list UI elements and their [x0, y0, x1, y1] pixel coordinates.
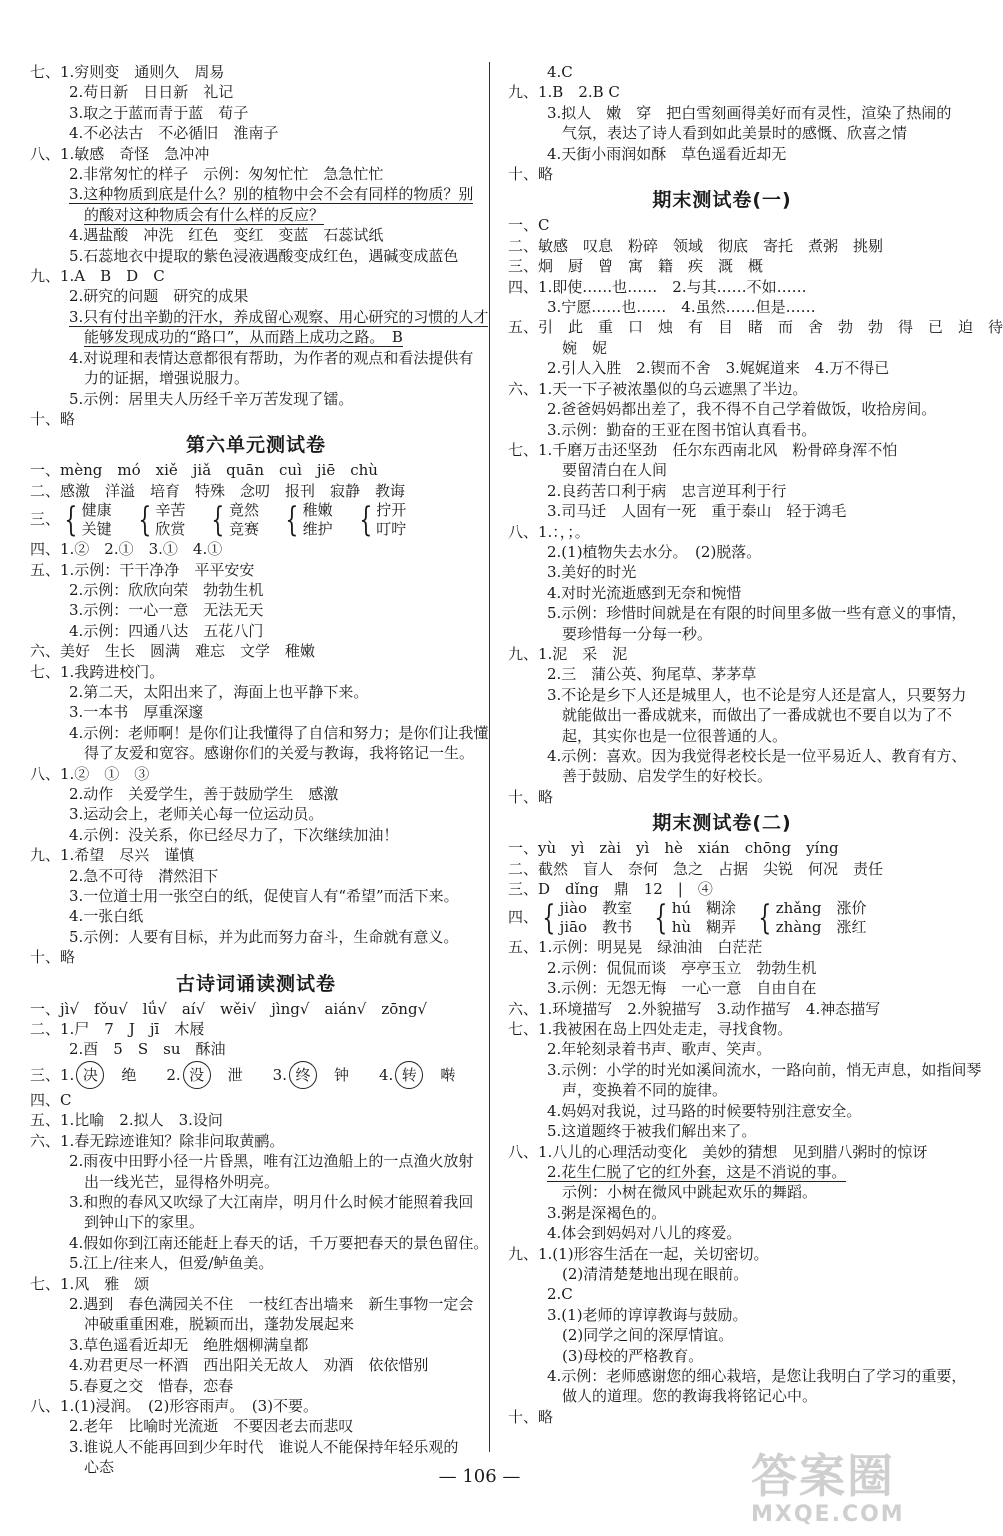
answer-line: 2.动作 关爱学生，善于鼓励学生 感激: [69, 785, 339, 803]
answer-line: 3.草色遥看近却无 绝胜烟柳满皇都: [69, 1335, 309, 1354]
watermark-logo: [751, 1440, 941, 1530]
answer-line: 十、略: [508, 787, 554, 806]
answer-line: (3)母校的严格教育。: [562, 1346, 704, 1365]
answer-line: 2.(1)植物失去水分。 (2)脱落。: [547, 542, 762, 561]
answer-line: 十、略: [30, 948, 76, 967]
section-title-ancient-poetry-test: 古诗词诵读测试卷: [175, 972, 336, 995]
answer-line: 3.示例：无怨无悔 一心一意 自由自在: [547, 979, 817, 998]
section-title-unit6-test: 第六单元测试卷: [185, 434, 326, 457]
answer-line: 八、1.② ① ③: [30, 764, 150, 783]
answer-line: 一、C: [508, 216, 550, 235]
answer-line: 的酸对这种物质会有什么样的反应？: [84, 205, 325, 224]
answer-line: 2.非常匆忙的样子 示例：匆匆忙忙 急急忙忙: [69, 165, 384, 184]
answer-line: 到钟山下的家里。: [84, 1213, 205, 1232]
answer-line: 4.一张白纸: [69, 907, 144, 926]
brace-glyph: {: [138, 500, 151, 541]
pinyin-word: zhàng 涨红: [775, 918, 867, 937]
answers-unit6-part1: [30, 460, 482, 501]
pinyin-word: hù 糊弄: [671, 918, 737, 937]
answer-line: 2.酉 5 S su 酥油: [69, 1040, 226, 1059]
answer-line: 2.苟日新 日日新 礼记: [69, 83, 234, 102]
answer-line: 要珍惜每一分每一秒。: [562, 624, 713, 643]
answer-line: 4.对时光流逝感到无奈和惋惜: [547, 583, 742, 602]
column-divider: [489, 62, 490, 1452]
pinyin-group: [560, 899, 632, 937]
answer-line: 2.示例：侃侃而谈 亭亭玉立 勃勃生机: [547, 958, 817, 977]
answers-poetry-end: [508, 62, 952, 184]
answer-line: 2.急不可待 潸然泪下: [69, 866, 219, 885]
question-label: 三、: [30, 510, 61, 529]
answer-line: 3.取之于蓝而青于蓝 荀子: [69, 103, 249, 122]
answer-line: 六、1.天一下子被浓墨似的乌云遮黑了半边。: [508, 379, 808, 398]
answer-line: (2)清清楚楚地出现在眼前。: [562, 1264, 749, 1283]
answer-line: 五、1.比喻 2.拟人 3.设问: [30, 1111, 223, 1130]
answer-line: 2.花生仁脱了它的红外套，这是不消说的事。: [547, 1162, 847, 1181]
answer-line: 2.三 蒲公英、狗尾草、茅茅草: [547, 665, 757, 684]
answer-line: 九、1.(1)形容生活在一起，关切密切。: [508, 1244, 769, 1263]
pinyin-word: jiào 教室: [559, 899, 633, 918]
answer-line: 4.天街小雨润如酥 草色遥看近却无: [547, 144, 787, 163]
answer-line: 五、1.示例：明晃晃 绿油油 白茫茫: [508, 938, 763, 957]
answer-line: (2)同学之间的深厚情谊。: [562, 1326, 734, 1345]
answer-line: 3.示例：勤奋的王亚在图书馆认真看书。: [547, 420, 817, 439]
answer-line: 5.这道题终于被我们解出来了。: [547, 1122, 757, 1141]
circled-character: 转: [395, 1061, 423, 1089]
answer-line: 十、略: [508, 1407, 554, 1426]
brace-glyph: {: [358, 500, 372, 541]
answer-line: 3.美好的时光: [547, 563, 637, 582]
answers-final-test-2-part1: [508, 838, 936, 899]
answer-line: 2.遇到 春色满园关不住 一枝红杏出墙来 新生事物一定会: [69, 1294, 474, 1313]
answer-line: 5.江上/往来人，但爱/鲈鱼美。: [69, 1254, 274, 1273]
answer-line: 4.示例：四通八达 五花八门: [69, 621, 264, 640]
answer-line: 3.粥是深褐色的。: [547, 1203, 667, 1222]
item-number: 3.: [272, 1065, 287, 1084]
answer-line: 5.示例：人要有目标，并为此而努力奋斗，生命就有意义。: [69, 927, 459, 946]
answer-line: 示例：小树在微风中跳起欢乐的舞蹈。: [562, 1183, 818, 1202]
pair-word: 关键: [81, 520, 112, 539]
pair-word: 拧开: [376, 501, 407, 520]
answers-unit5-end: [30, 62, 489, 429]
pinyin-word: hú 糊涂: [671, 899, 737, 918]
answer-line: 2.良药苦口利于病 忠言逆耳利于行: [547, 481, 787, 500]
pair-word: 竞赛: [228, 520, 259, 539]
answer-line: 2.第二天，太阳出来了，海面上也平静下来。: [69, 682, 369, 701]
answer-line: 就能做出一番成就来，而做出了一番成就也不要自以为了不: [562, 706, 953, 725]
answer-line: 做人的道理。您的教诲我将铭记心中。: [562, 1387, 818, 1406]
watermark-url: MXQE.COM: [751, 1502, 905, 1527]
answer-line: 二、截然 盲人 奈何 急之 占据 尖锐 何况 责任: [508, 859, 884, 878]
answer-line: 3.不论是乡下人还是城里人，也不论是穷人还是富人，只要努力: [547, 685, 967, 704]
watermark-text: 答案圈: [751, 1449, 895, 1503]
brace-glyph: {: [211, 500, 225, 541]
brace-glyph: {: [758, 898, 772, 939]
answer-line: 3.示例：一心一意 无法无天: [69, 601, 264, 620]
pair-word: 欣赏: [155, 520, 186, 539]
circled-character: 没: [183, 1061, 211, 1089]
answer-line: 五、1.示例：干干净净 平平安安: [30, 560, 255, 579]
answer-line: 气氛，表达了诗人看到如此美景时的感慨、欣喜之情: [562, 124, 908, 143]
question-label: 三、: [30, 1065, 61, 1084]
answer-line: 4.示例：老师感谢您的细心栽培，是您让我明白了学习的重要，: [547, 1366, 967, 1385]
answer-line: 四、1.② 2.① 3.① 4.①: [30, 540, 223, 559]
answer-line: 六、1.春无踪迹谁知？除非问取黄鹂。: [30, 1131, 285, 1150]
item-number: 2.: [166, 1065, 181, 1084]
answer-line: 七、1.我被困在岛上四处走走，寻找食物。: [508, 1020, 793, 1039]
answer-line: 冲破重重困难，脱颖而出，蓬勃发展起来: [84, 1315, 355, 1334]
plain-character: 绝: [106, 1065, 167, 1084]
answer-line: 声，变换着不同的旋律。: [562, 1081, 728, 1100]
answer-line: 一、mèng mó xiě jiǎ quān cuì jiē chù: [30, 461, 378, 480]
brace-glyph: {: [64, 500, 78, 541]
question-label: 四、: [508, 908, 539, 927]
answer-line: 二、敏感 叹息 粉碎 领域 彻底 寄托 煮粥 挑剔: [508, 236, 884, 255]
answer-line: 八、1.敏感 奇怪 急冲冲: [30, 144, 210, 163]
circled-character: 终: [289, 1061, 317, 1089]
answer-line: 3.一本书 厚重深邃: [69, 703, 204, 722]
answer-line: 九、1.泥 采 泥: [508, 644, 628, 663]
answer-line: 善于鼓励、启发学生的好校长。: [562, 767, 773, 786]
answers-final-test-2-part2: [508, 937, 982, 1427]
answer-line: 5.石蕊地衣中提取的紫色浸液遇酸变成红色，遇碱变成蓝色: [69, 246, 459, 265]
answer-line: 七、1.穷则变 通则久 周易: [30, 63, 225, 81]
answer-line: 4.妈妈对我说，过马路的时候要特别注意安全。: [547, 1101, 862, 1120]
answer-line: 七、1.我跨进校门。: [30, 662, 165, 681]
answer-line: 4.示例：喜欢。因为我觉得老校长是一位平易近人、教育有方、: [547, 747, 967, 765]
answer-line: 4.对说理和表情达意都很有帮助，为作者的观点和看法提供有: [69, 348, 474, 367]
answer-line: 八、1.：，；。: [508, 522, 590, 541]
pair-word: 维护: [302, 520, 333, 539]
answer-line: 5.春夏之交 惜春，恋春: [69, 1376, 234, 1395]
page-number: — 106 —: [438, 1466, 521, 1487]
answer-line: 2.年轮刻录着书声、歌声、笑声。: [547, 1040, 772, 1059]
item-number: 1.: [60, 1065, 75, 1084]
answer-line: 六、1.环境描写 2.外貌描写 3.动作描写 4.神态描写: [508, 999, 881, 1018]
answer-line: 七、1.千磨万击还坚劲 任尔东西南北风 粉骨碎身浑不怕: [508, 440, 898, 459]
plain-character: 钟: [318, 1065, 379, 1084]
answer-line: 得了友爱和宽容。感谢你们的关爱与教诲，我将铭记一生。: [84, 744, 475, 763]
answer-line: 3.只有付出辛勤的汗水，养成留心观察、用心研究的习惯的人才: [69, 307, 489, 326]
pair-word: 辛苦: [155, 501, 186, 520]
answer-line: 六、美好 生长 圆满 难忘 文学 稚嫩: [30, 642, 316, 661]
answer-line: 4.示例：没关系，你已经尽力了，下次继续加油！: [69, 825, 399, 844]
answer-line: 三、D dǐng 鼎 12 | ④: [508, 880, 713, 899]
answer-line: 十、略: [508, 165, 554, 184]
circled-character-row: [30, 1060, 486, 1090]
pair-word: 健康: [81, 501, 112, 520]
answer-line: 2.研究的问题 研究的成果: [69, 287, 249, 306]
answer-line: 力的证据，增强说服力。: [84, 369, 250, 388]
plain-character: 啭: [425, 1065, 486, 1084]
answer-line: 四、1.即使……也…… 2.与其……不如……: [508, 277, 807, 296]
brace-glyph: {: [654, 898, 668, 939]
answer-line: 3.宁愿……也…… 4.虽然……但是……: [547, 298, 816, 317]
item-number: 4.: [379, 1065, 394, 1084]
answer-line: 3.这种物质到底是什么？别的植物中会不会有同样的物质？别: [69, 185, 474, 204]
answer-line: 要留清白在人间: [562, 461, 668, 480]
answer-line: 能够发现成功的“路口”，从而踏上成功之路。 B: [84, 328, 403, 347]
pinyin-word: zhǎng 涨价: [775, 899, 867, 918]
answers-poetry-part1: [30, 999, 482, 1060]
answer-line: 2.引人入胜 2.锲而不舍 3.娓娓道来 4.万不得已: [547, 359, 890, 378]
answer-line: 二、1.尸 7 J jī 木屐: [30, 1020, 205, 1039]
answer-line: 3.谁说人不能再回到少年时代 谁说人不能保持年轻乐观的: [69, 1437, 459, 1456]
answer-line: 2.示例：欣欣向荣 勃勃生机: [69, 580, 264, 599]
answer-line: 5.示例：居里夫人历经千辛万苦发现了镭。: [69, 389, 354, 408]
bracket-pinyin-groups: [508, 899, 936, 937]
answer-line: 2.老年 比喻时光流逝 不要因老去而悲叹: [69, 1417, 354, 1436]
answers-final-test-1: [508, 215, 1003, 807]
answer-line: 婉 妮: [562, 338, 608, 357]
answer-line: 3.运动会上，老师关心每一位运动员。: [69, 805, 324, 824]
answer-line: 2.雨夜中田野小径一片昏黑，唯有江边渔船上的一点渔火放射: [69, 1152, 474, 1171]
answer-line: 4.示例：老师啊！是你们让我懂得了自信和努力；是你们让我懂: [69, 723, 489, 742]
answer-line: 一、yù yì zài yì hè xián chōng yíng: [508, 839, 839, 858]
answer-line: 4.遇盐酸 冲洗 红色 变红 变蓝 石蕊试纸: [69, 226, 384, 245]
answer-line: 4.劝君更尽一杯酒 西出阳关无故人 劝酒 依依惜别: [69, 1356, 429, 1375]
answer-line: 十、略: [30, 409, 76, 428]
plain-character: 泄: [212, 1065, 273, 1084]
answer-line: 二、感激 洋溢 培育 特殊 念叨 报刊 寂静 教诲: [30, 481, 406, 500]
answer-line: 4.假如你到江南还能赶上春天的话，千万要把春天的景色留住。: [69, 1233, 489, 1252]
circled-character: 决: [76, 1061, 104, 1089]
word-pair: [376, 501, 406, 539]
answer-line: 5.示例：珍惜时间就是在有限的时间里多做一些有意义的事情，: [547, 604, 967, 623]
answer-line: 起，其实你也是一位很普通的人。: [562, 726, 788, 745]
pinyin-group: [776, 899, 867, 937]
left-column: [30, 62, 489, 1478]
right-column: [508, 62, 1003, 1427]
answer-line: 3.和煦的春风又吹绿了大江南岸，明月什么时候才能照着我回: [69, 1192, 474, 1211]
brace-glyph: {: [285, 500, 299, 541]
answer-line: 八、1.(1)浸润。 (2)形容雨声。 (3)不要。: [30, 1396, 319, 1415]
answer-line: 4.不必法古 不必循旧 淮南子: [69, 124, 279, 143]
brace-glyph: {: [542, 898, 556, 939]
section-title-final-test-2: 期末测试卷(二): [652, 812, 792, 835]
answer-line: 一、jì√ fǒu√ lǘ√ aí√ wěi√ jìng√ aián√ zōng√: [30, 999, 428, 1018]
answer-line: 4.C: [547, 63, 573, 81]
pinyin-word: jiāo 教书: [559, 918, 633, 937]
answer-line: 3.示例：小学的时光如溪间流水，一路向前，悄无声息，如指间琴: [547, 1060, 982, 1079]
answer-line: 3.一位道士用一张空白的纸，促使盲人有“希望”而活下来。: [69, 887, 459, 906]
answer-line: 三、炯 厨 曾 寓 籍 疾 溉 概: [508, 257, 764, 276]
pair-word: 稚嫩: [302, 501, 333, 520]
answer-line: 九、1.B 2.B C: [508, 83, 620, 102]
word-pair: [155, 501, 185, 539]
answer-line: 五、引 此 重 口 烛 有 目 睹 而 舍 勃 勃 得 已 迫 待: [508, 318, 1003, 337]
answer-line: 3.(1)老师的谆谆教诲与鼓励。: [547, 1305, 748, 1324]
answer-line: 七、1.风 雅 颂: [30, 1274, 150, 1293]
answer-line: 九、1.希望 尽兴 谨慎: [30, 846, 195, 865]
answer-line: 心态: [84, 1458, 115, 1477]
word-pair: [82, 501, 112, 539]
answer-line: 2.爸爸妈妈都出差了，我不得不自己学着做饭，收拾房间。: [547, 400, 937, 419]
answer-line: 四、C: [30, 1090, 72, 1109]
word-pair: [229, 501, 259, 539]
answers-poetry-part2: [30, 1090, 489, 1478]
pair-word: 叮咛: [376, 520, 407, 539]
bracket-word-pairs: [30, 501, 482, 539]
pinyin-group: [672, 899, 736, 937]
answer-line: 4.体会到妈妈对八儿的疼爱。: [547, 1224, 742, 1243]
answer-line: 九、1.A B D C: [30, 267, 165, 286]
section-title-final-test-1: 期末测试卷(一): [652, 189, 792, 212]
pair-word: 竟然: [228, 501, 259, 520]
answers-unit6-part2: [30, 539, 489, 968]
answer-line: 八、1.八儿的心理活动变化 美妙的猜想 见到腊八粥时的惊讶: [508, 1142, 928, 1161]
answer-line: 3.拟人 嫩 穿 把白雪刻画得美好而有灵性，渲染了热闹的: [547, 103, 952, 122]
answer-line: 3.司马迁 人固有一死 重于泰山 轻于鸿毛: [547, 502, 847, 521]
answer-line: 出一线光芒，显得格外明亮。: [84, 1172, 280, 1191]
word-pair: [303, 501, 333, 539]
answer-line: 2.C: [547, 1285, 573, 1304]
